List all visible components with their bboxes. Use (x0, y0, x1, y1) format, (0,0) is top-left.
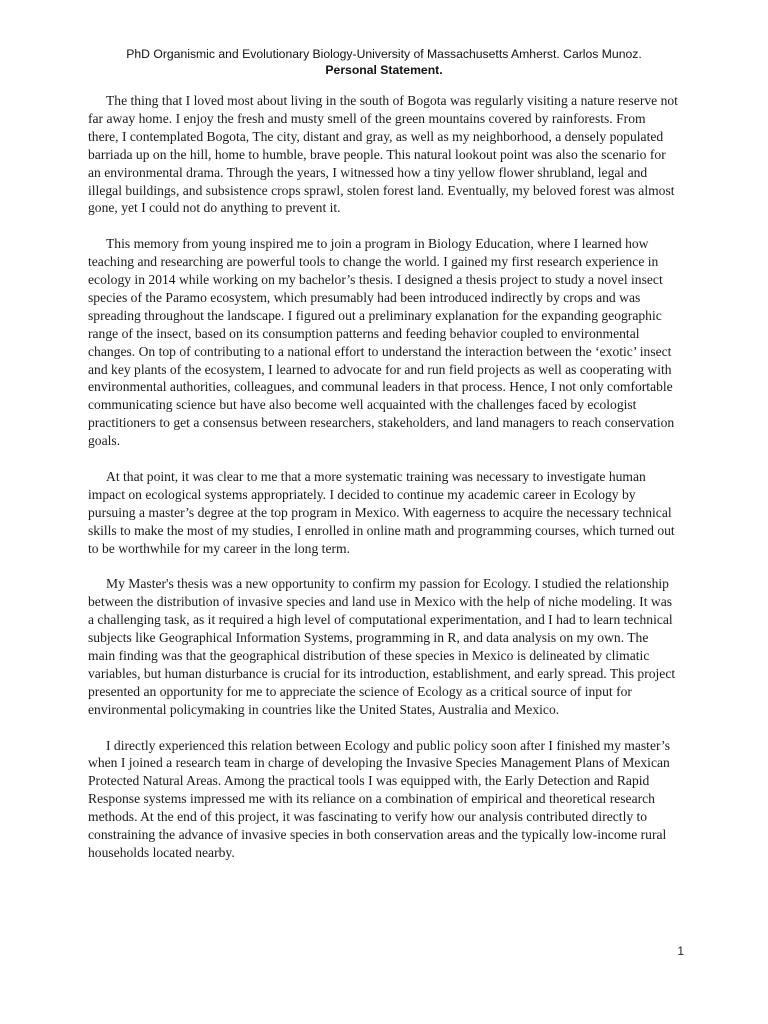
paragraph-2: This memory from young inspired me to join a program in Biology Education, where I learned how teaching and researching are powerful tools to change the world. I gained my first research experience in ecology in 2014 while working on my bachelor’s thesis. I designed a thesis project to study a novel insect species of the Paramo ecosystem, which presumably had been introduced indirectly by crops and was spreading throughout the landscape. I figured out a preliminary explanation for the expanding geographic range of the insect, based on its consumption patterns and feeding behavior coupled to environmental changes. On top of contributing to a national effort to understand the interaction between the ‘exotic’ insect and key plants of the ecosystem, I learned to advocate for and run field projects as well as cooperating with environmental authorities, colleagues, and communal leaders in that process. Hence, I not only comfortable communicating science but have also become well acquainted with the challenges faced by ecologist practitioners to get a consensus between researchers, stakeholders, and land managers to reach conservation goals. (88, 236, 675, 449)
document-title: PhD Organismic and Evolutionary Biology-University of Massachusetts Amherst. Carlos Munoz. (126, 47, 642, 61)
document-body (88, 92, 678, 880)
document-subtitle: Personal Statement. (325, 63, 443, 77)
paragraph-4: My Master's thesis was a new opportunity to confirm my passion for Ecology. I studied the relationship between the distribution of invasive species and land use in Mexico with the help of niche modeling. It was a challenging task, as it required a high level of computational experimentation, and I had to learn technical subjects like Geographical Information Systems, programming in R, and data analysis on my own. The main finding was that the geographical distribution of these species in Mexico is delineated by climatic variables, but human disturbance is crucial for its introduction, establishment, and early spread. This project presented an opportunity for me to appreciate the science of Ecology as a critical source of input for environmental policymaking in countries like the United States, Australia and Mexico. (88, 576, 676, 717)
paragraph-3: At that point, it was clear to me that a more systematic training was necessary to investigate human impact on ecological systems appropriately. I decided to continue my academic career in Ecology by pursuing a master’s degree at the top program in Mexico. With eagerness to acquire the necessary technical skills to make the most of my studies, I enrolled in online math and programming courses, which turned out to be worthwhile for my career in the long term. (88, 469, 675, 556)
paragraph-5: I directly experienced this relation between Ecology and public policy soon after I finished my master’s when I joined a research team in charge of developing the Invasive Species Management Plans of Mexican Protected Natural Areas. Among the practical tools I was equipped with, the Early Detection and Rapid Response systems impressed me with its reliance on a combination of empirical and theoretical research methods. At the end of this project, it was fascinating to verify how our analysis contributed directly to constraining the advance of invasive species in both conservation areas and the typically low-income rural households located nearby. (88, 737, 671, 860)
document-header (60, 46, 708, 78)
page-number: 1 (677, 944, 684, 958)
paragraph-1: The thing that I loved most about living in the south of Bogota was regularly visiting a nature reserve not far away home. I enjoy the fresh and musty smell of the green mountains covered by rainforests. From there, I contemplated Bogota, The city, distant and gray, as well as my neighborhood, a densely populated barriada up on the hill, home to humble, brave people. This natural lookout point was also the scenario for an environmental drama. Through the years, I witnessed how a tiny yellow flower shrubland, legal and illegal buildings, and subsistence crops sprawl, stolen forest land. Eventually, my beloved forest was almost gone, yet I could not do anything to prevent it. (88, 93, 678, 216)
